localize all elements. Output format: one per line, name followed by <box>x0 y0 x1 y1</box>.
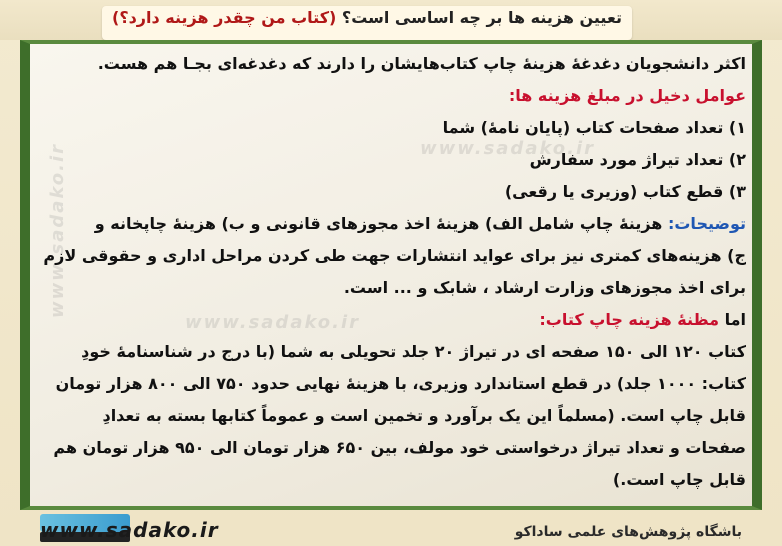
factor-item: ۲) تعداد تیراژ مورد سفارش <box>529 150 746 169</box>
title-question: تعیین هزینه ها بر چه اساسی است؟ <box>341 8 622 27</box>
main-content <box>36 48 746 496</box>
footer-brand: www.sadako.ir <box>40 518 219 542</box>
estimate-line: قابل چاپ است. (مسلماً این یک برآورد و تخمین است و عموماً کتابها بسته به تعدادِ <box>102 406 746 425</box>
notes-text: هزینهٔ چاپ شامل الف) هزینهٔ اخذ مجوزهای قانونی و ب) هزینهٔ چاپخانه و <box>94 214 663 233</box>
factor-item: ۳) قطع کتاب (وزیری یا رقعی) <box>504 182 746 201</box>
title-subquestion: (کتاب من چقدر هزینه دارد؟) <box>112 8 337 27</box>
estimate-heading-line <box>36 304 746 336</box>
watermark-text: www.sadako.ir <box>185 312 361 333</box>
watermark-text: www.sadako.ir <box>47 142 69 319</box>
notes-line: ج) هزینه‌های کمتری نیز برای عواید انتشارات جهت طی کردن مراحل اداری و حقوقی لازم <box>43 246 746 265</box>
factor-item: ۱) تعداد صفحات کتاب (پایان نامهٔ) شما <box>442 118 746 137</box>
estimate-prefix: اما <box>724 310 746 329</box>
notes-label: توضیحات: <box>667 214 746 233</box>
estimate-line: کتاب: ۱۰۰۰ جلد) در قطع استاندارد وزیری، با هزینهٔ نهایی حدود ۷۵۰ الی ۸۰۰ هزار تومان <box>55 374 746 393</box>
notes-line <box>36 208 746 240</box>
intro-paragraph: اکثر دانشجویان دغدغهٔ هزینهٔ چاپ کتاب‌هایشان را دارند که دغدغه‌ای بجـا هم هست. <box>97 54 746 73</box>
estimate-line: قابل چاپ است.) <box>612 470 746 489</box>
notes-line: برای اخذ مجوزهای وزارت ارشاد ، شابک و ... است. <box>343 278 746 297</box>
watermark-text: www.sadako.ir <box>420 138 596 159</box>
page-title <box>102 6 632 40</box>
estimate-line: کتاب ۱۲۰ الی ۱۵۰ صفحه ای در تیراژ ۲۰ جلد تحویلی به شما (با درج در شناسنامهٔ خودِ <box>81 342 746 361</box>
estimate-heading: مظنهٔ هزینه چاپ کتاب: <box>539 310 720 329</box>
factors-heading: عوامل دخیل در مبلغ هزینه ها: <box>508 86 746 105</box>
footer-club-name: باشگاه پژوهش‌های علمی ساداکو <box>514 524 742 540</box>
estimate-line: صفحات و تعداد تیراژ درخواستی خود مولف، بین ۶۵۰ هزار تومان الی ۹۵۰ هزار تومان هم <box>53 438 746 457</box>
